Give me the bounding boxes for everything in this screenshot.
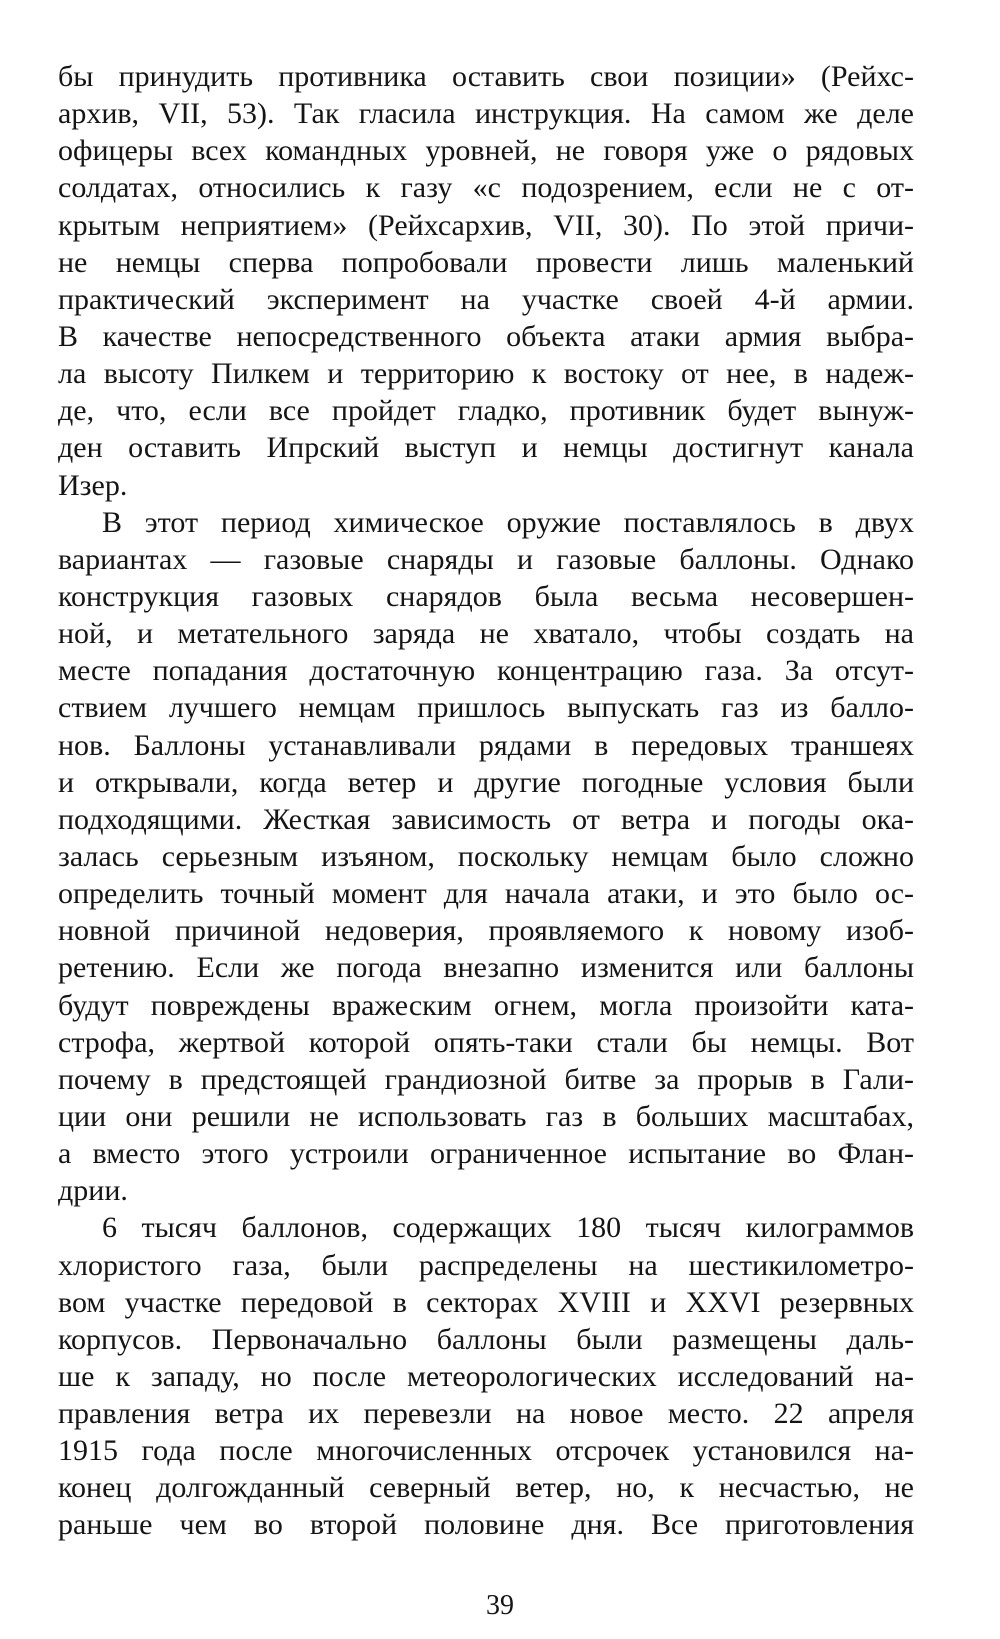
text-line: 6 тысяч баллонов, содержащих 180 тысяч килограммов xyxy=(102,1211,914,1245)
text-line: архив, VII, 53). Так гласила инструкция. На самом же деле xyxy=(58,97,914,131)
text-line: месте попадания достаточную концентрацию газа. За отсут- xyxy=(58,654,914,688)
text-line: вариантах — газовые снаряды и газовые баллоны. Однако xyxy=(58,542,914,576)
text-line: залась серьезным изъяном, поскольку немцам было сложно xyxy=(58,839,914,873)
text-line: правления ветра их перевезли на новое место. 22 апреля xyxy=(58,1397,914,1431)
text-line: а вместо этого устроили ограниченное испытание во Флан- xyxy=(58,1137,914,1171)
text-line: ствием лучшего немцам пришлось выпускать газ из балло- xyxy=(58,691,914,725)
text-line: В этот период химическое оружие поставлялось в двух xyxy=(102,505,914,539)
text-line: ла высоту Пилкем и территорию к востоку от нее, в надеж- xyxy=(58,357,914,391)
text-line: раньше чем во второй половине дня. Все приготовления xyxy=(58,1508,914,1542)
text-line: почему в предстоящей грандиозной битве за прорыв в Гали- xyxy=(58,1062,914,1096)
text-line: нов. Баллоны устанавливали рядами в передовых траншеях xyxy=(58,728,914,762)
text-line: Изер. xyxy=(58,468,128,502)
text-line: офицеры всех командных уровней, не говоря уже о рядовых xyxy=(58,134,914,168)
text-line: корпусов. Первоначально баллоны были размещены даль- xyxy=(58,1322,914,1356)
text-line: и открывали, когда ветер и другие погодные условия были xyxy=(58,765,914,799)
text-line: ной, и метательного заряда не хватало, чтобы создать на xyxy=(58,617,914,651)
page-number: 39 xyxy=(486,1590,514,1621)
text-line: дрии. xyxy=(58,1174,128,1208)
text-line: вом участке передовой в секторах XVIII и XXVI резервных xyxy=(58,1285,914,1319)
text-line: В качестве непосредственного объекта атаки армия выбра- xyxy=(58,319,914,353)
text-line: крытым неприятием» (Рейхсархив, VII, 30). По этой причи- xyxy=(58,208,914,242)
text-line: подходящими. Жесткая зависимость от ветра и погоды ока- xyxy=(58,802,914,836)
text-line: солдатах, относились к газу «с подозрением, если не с от- xyxy=(58,171,914,205)
text-line: хлористого газа, были распределены на шестикилометро- xyxy=(58,1248,914,1282)
text-line: ше к западу, но после метеорологических исследований на- xyxy=(58,1359,914,1393)
text-line: конец долгожданный северный ветер, но, к несчастью, не xyxy=(58,1471,914,1505)
book-page-text xyxy=(58,58,914,1558)
text-line: ден оставить Ипрский выступ и немцы достигнут канала xyxy=(58,431,914,465)
text-line: ции они решили не использовать газ в больших масштабах, xyxy=(58,1099,914,1133)
text-line: де, что, если все пройдет гладко, противник будет вынуж- xyxy=(58,394,914,428)
text-line: конструкция газовых снарядов была весьма несовершен- xyxy=(58,579,914,613)
text-line: бы принудить противника оставить свои позиции» (Рейхс- xyxy=(58,60,914,93)
text-line: не немцы сперва попробовали провести лишь маленький xyxy=(58,245,914,279)
text-line: будут повреждены вражеским огнем, могла произойти ката- xyxy=(58,988,914,1022)
text-line: определить точный момент для начала атаки, и это было ос- xyxy=(58,877,914,911)
text-line: новной причиной недоверия, проявляемого к новому изоб- xyxy=(58,914,914,948)
text-line: ретению. Если же погода внезапно изменится или баллоны xyxy=(58,951,914,985)
text-line: 1915 года после многочисленных отсрочек установился на- xyxy=(58,1434,914,1468)
text-line: практический эксперимент на участке своей 4-й армии. xyxy=(58,282,914,316)
text-line: строфа, жертвой которой опять-таки стали бы немцы. Вот xyxy=(58,1025,914,1059)
